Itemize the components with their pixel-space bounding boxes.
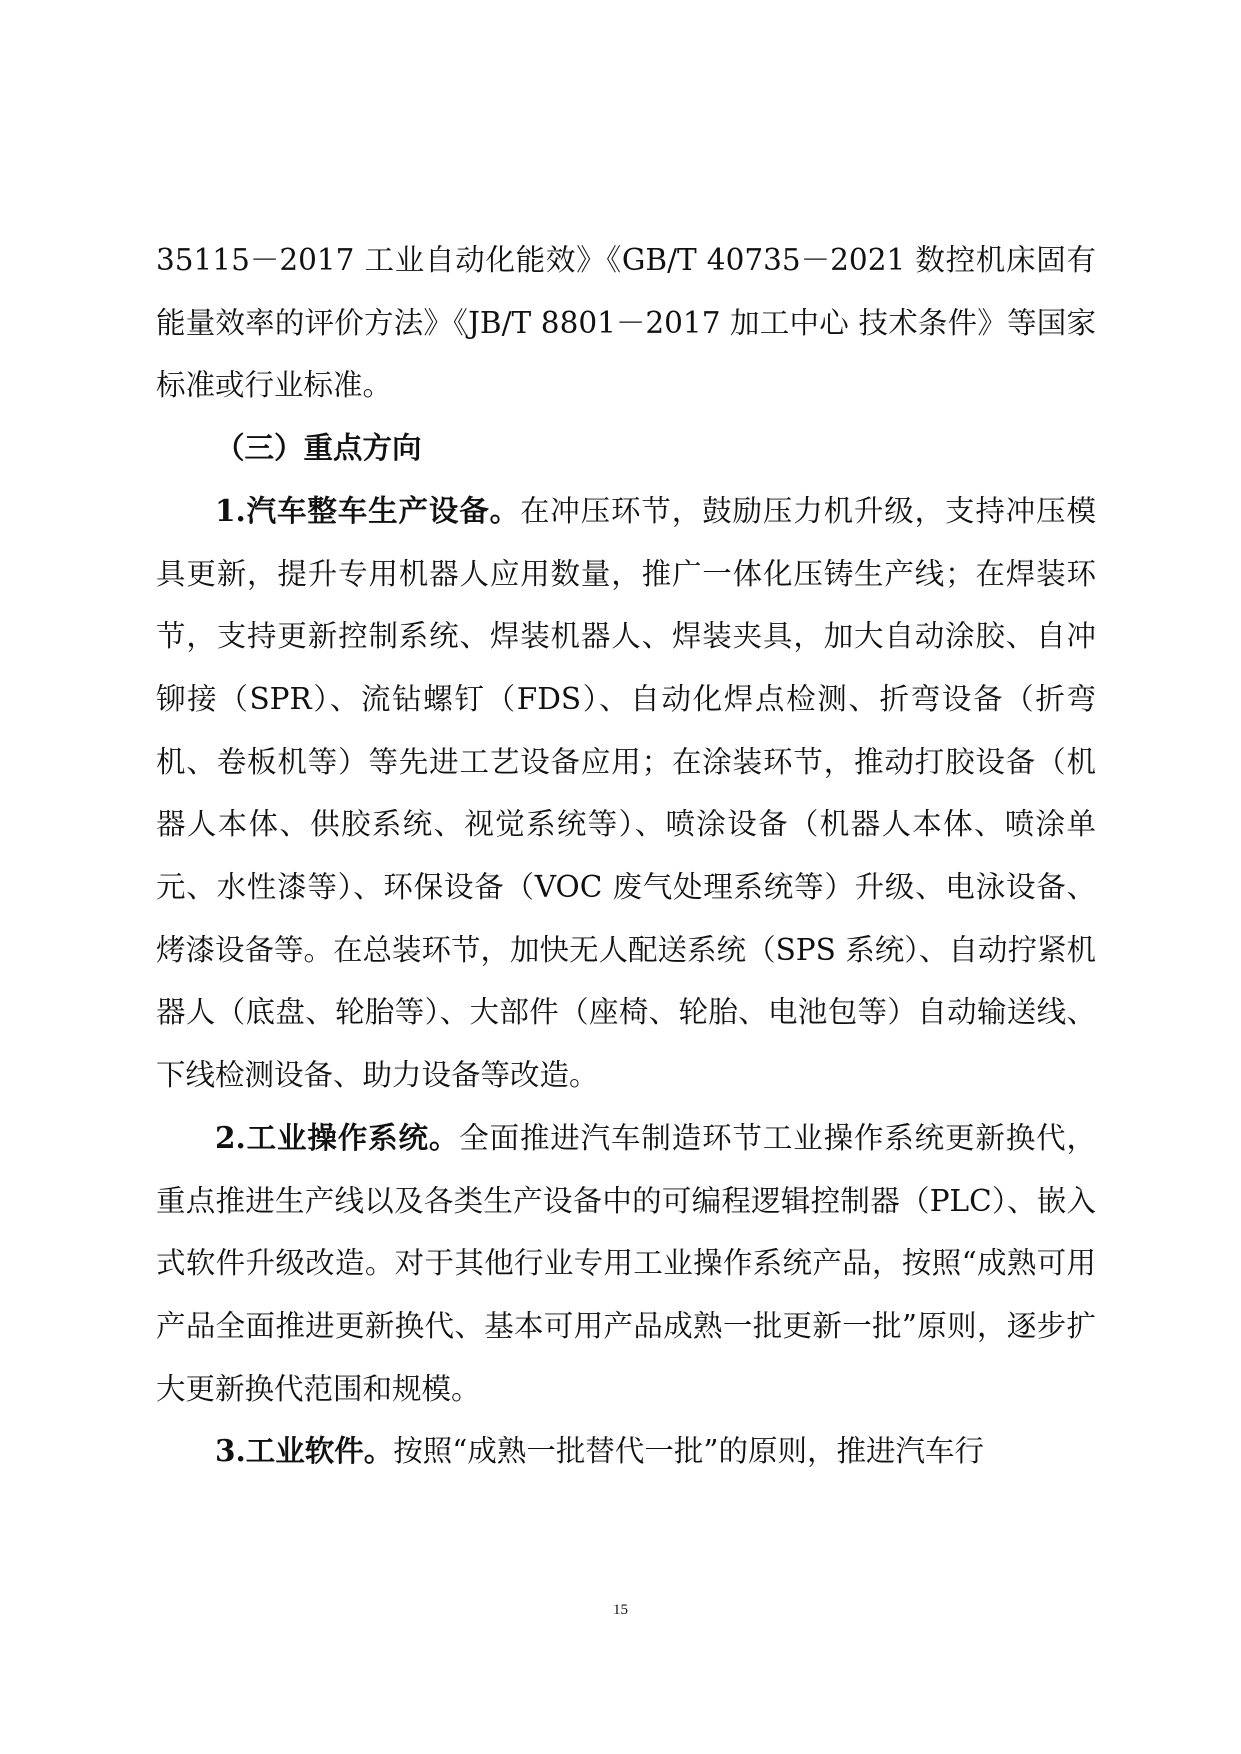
section-heading: （三）重点方向 — [215, 430, 422, 466]
item-body-2: 全面推进汽车制造环节工业操作系统更新换代，重点推进生产线以及各类生产设备中的可编程逻辑控制器（PLC）、嵌入式软件升级改造。对于其他行业专用工业操作系统产品，按照“成熟可用产品全面推进更新换代、基本可用产品成熟一批更新一批”原则，逐步扩大更新换代范围和规模。 — [156, 1120, 1096, 1406]
item-body-1: 在冲压环节，鼓励压力机升级，支持冲压模具更新，提升专用机器人应用数量，推广一体化压铸生产线；在焊装环节，支持更新控制系统、焊装机器人、焊装夹具，加大自动涂胶、自冲铆接（SPR）、流钻螺钉（FDS）、自动化焊点检测、折弯设备（折弯机、卷板机等）等先进工艺设备应用；在涂装环节，推动打胶设备（机器人本体、供胶系统、视觉系统等）、喷涂设备（机器人本体、喷涂单元、水性漆等）、环保设备（VOC 废气处理系统等）升级、电泳设备、烤漆设备等。在总装环节，加快无人配送系统（SPS 系统）、自动拧紧机器人（底盘、轮胎等）、大部件（座椅、轮胎、电池包等）自动输送线、下线检测设备、助力设备等改造。 — [156, 493, 1096, 1093]
item-lead-1: 1.汽车整车生产设备。 — [215, 492, 520, 528]
item-paragraph-3 — [156, 1420, 1096, 1483]
page-number: 15 — [613, 1602, 628, 1618]
item-lead-2: 2.工业操作系统。 — [215, 1119, 460, 1155]
document-body — [156, 229, 1096, 1483]
intro-paragraph: 35115－2017 工业自动化能效》《GB/T 40735－2021 数控机床固有能量效率的评价方法》《JB/T 8801－2017 加工中心 技术条件》等国家标准或行业标准。 — [156, 243, 1096, 403]
item-body-3: 按照“成熟一批替代一批”的原则，推进汽车行 — [393, 1434, 984, 1469]
item-paragraph-1 — [156, 480, 1096, 1107]
item-lead-3: 3.工业软件。 — [215, 1433, 394, 1469]
item-paragraph-2 — [156, 1107, 1096, 1421]
